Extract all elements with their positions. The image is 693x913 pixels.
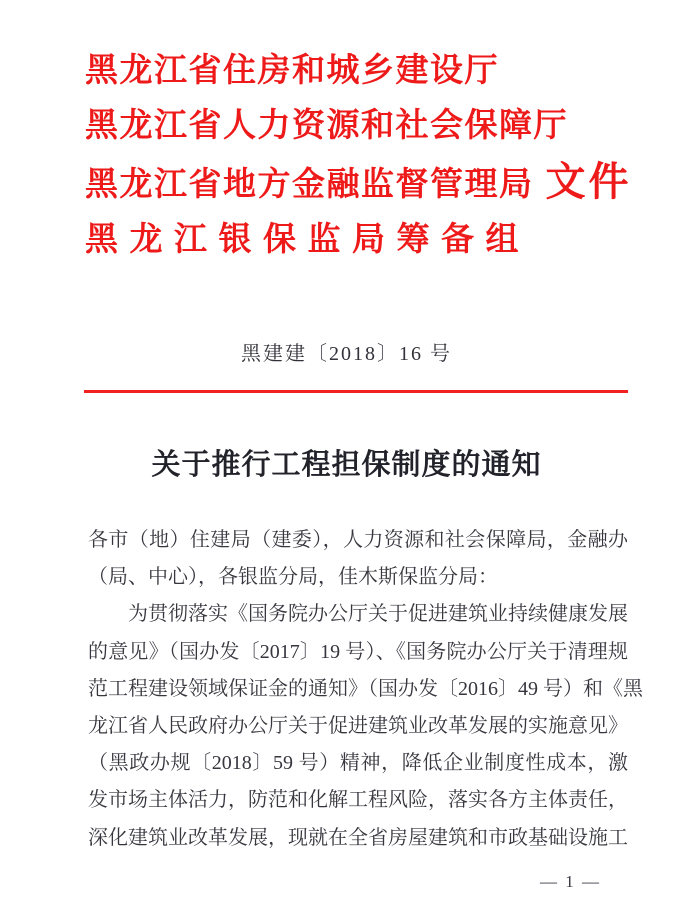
paragraph-line-3: 范工程建设领域保证金的通知》（国办发〔2016〕49 号）和《黑 (88, 677, 643, 700)
doc-type-label: 文件 (545, 159, 632, 204)
letterhead (85, 44, 632, 268)
addressee-line-1: 各市（地）住建局（建委），人力资源和社会保障局，金融办 (88, 529, 628, 551)
addressee-line-2: （局、中心），各银监分局，佳木斯保监分局： (88, 566, 498, 589)
document-title: 关于推行工程担保制度的通知 (151, 449, 542, 481)
doc-number: 黑建建〔2018〕16 号 (241, 343, 452, 365)
body-text (88, 522, 643, 857)
paragraph-line-5: （黑政办规〔2018〕59 号）精神，降低企业制度性成本，激 (88, 752, 628, 775)
agency-line-4: 黑龙江银保监局筹备组 (85, 222, 530, 258)
paragraph-line-7: 深化建筑业改革发展，现就在全省房屋建筑和市政基础设施工 (88, 826, 628, 849)
agency-line-2: 黑龙江省人力资源和社会保障厅 (85, 108, 568, 144)
paragraph-line-2: 的意见》（国办发〔2017〕19 号）、《国务院办公厅关于清理规 (88, 640, 628, 663)
paragraph-line-6: 发市场主体活力，防范和化解工程风险，落实各方主体责任， (88, 789, 628, 812)
paragraph-line-1: 为贯彻落实《国务院办公厅关于促进建筑业持续健康发展 (128, 603, 628, 626)
paragraph-line-4: 龙江省人民政府办公厅关于促进建筑业改革发展的实施意见》 (88, 714, 628, 737)
agency-line-3: 黑龙江省地方金融监督管理局 (85, 167, 534, 203)
red-divider-rule (84, 390, 628, 393)
agency-line-3-row (85, 154, 632, 213)
agency-line-1: 黑龙江省住房和城乡建设厅 (85, 53, 499, 89)
page-number: — 1 — (540, 872, 601, 891)
